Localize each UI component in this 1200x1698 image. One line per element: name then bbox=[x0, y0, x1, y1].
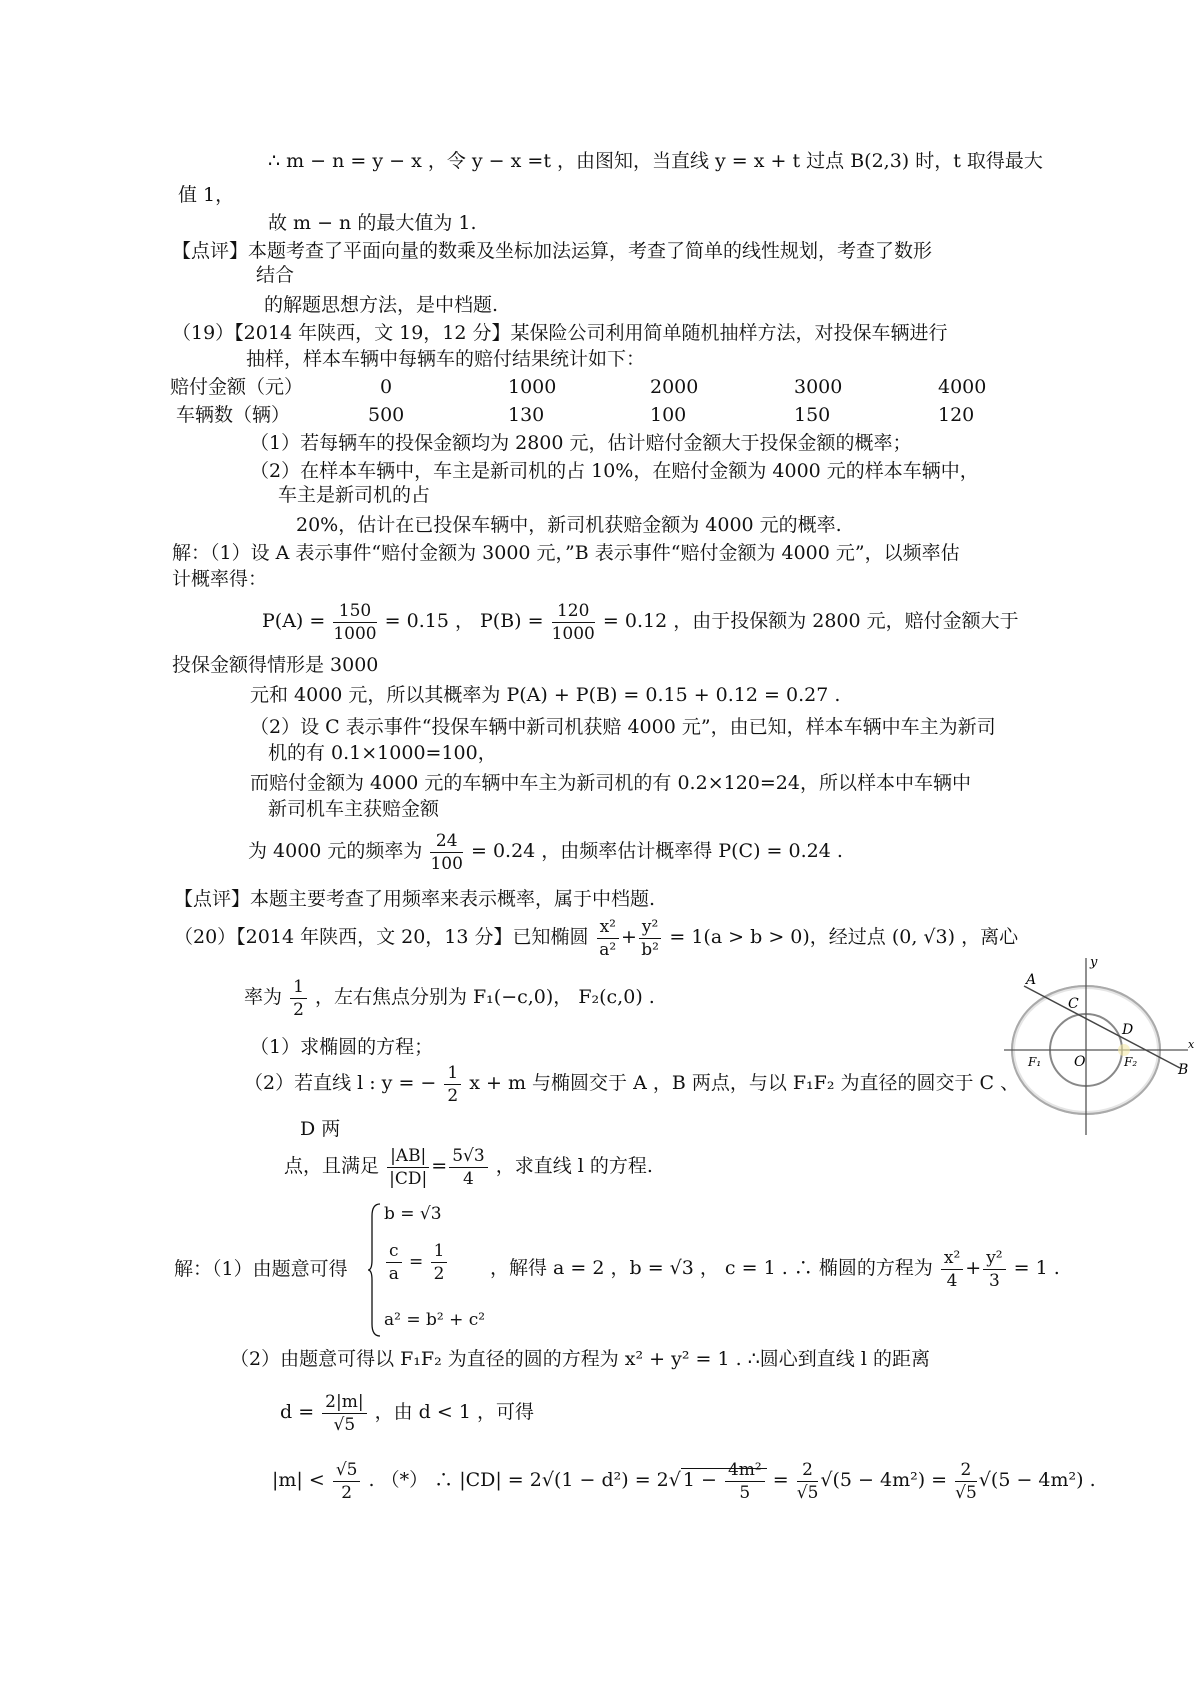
text-line: 抽样，样本车辆中每辆车的赔付结果统计如下： bbox=[246, 348, 646, 370]
text-line: 【点评】本题主要考查了用频率来表示概率，属于中档题. bbox=[174, 888, 656, 910]
fraction: $\frac{c}{a}$ bbox=[386, 1240, 402, 1285]
text-line: 解：（1）设 A 表示事件“赔付金额为 3000 元，”B 表示事件“赔付金额为 4000 元”，以频率估 bbox=[172, 542, 960, 564]
formula-part: ，左右焦点分别为 F₁(−c,0)， F₂(c,0) . bbox=[314, 986, 655, 1008]
table-cell: 500 bbox=[368, 404, 405, 426]
text-line: D 两 bbox=[300, 1118, 341, 1140]
fraction: $\frac{2}{√5}$ bbox=[796, 1459, 819, 1503]
system-row: a² = b² + c² bbox=[384, 1310, 486, 1330]
text-line: 解：（1）由题意可得 bbox=[174, 1258, 348, 1280]
fraction: $\frac{\text{x²}}{\text{a²}}$ bbox=[597, 916, 619, 961]
formula-part: = bbox=[772, 1469, 789, 1491]
radical: 1 − $\frac{\text{4m²}}{5}$ bbox=[681, 1468, 767, 1491]
label-B: B bbox=[1178, 1062, 1189, 1078]
formula-part: P(A) = bbox=[262, 610, 326, 632]
formula-part: ，解得 a = 2 ，b = √3 ， c = 1 . ∴ 椭圆的方程为 bbox=[490, 1257, 933, 1279]
text-line: 结合 bbox=[256, 264, 295, 286]
table-cell: 130 bbox=[508, 404, 545, 426]
fraction: $\frac{120}{1000}$ bbox=[551, 600, 595, 644]
formula-part: = 1(a > b > 0)，经过点 (0, √3) ，离心 bbox=[669, 926, 1019, 948]
text-line: 投保金额得情形是 3000 bbox=[172, 654, 379, 676]
fraction: $\frac{150}{1000}$ bbox=[333, 600, 377, 644]
table-row-label: 车辆数（辆） bbox=[176, 404, 291, 426]
question-20-header: （20）【2014 年陕西，文 20，13 分】已知椭圆 $\frac{\text{x²}}{\text{a²}}$ + $\frac{\text{y²}}{\text{b²}}$ = 1(a > b > 0)，经过点 (0, √3) ，离心 bbox=[174, 916, 1019, 960]
table-cell: 100 bbox=[650, 404, 687, 426]
formula-part: （20）【2014 年陕西，文 20，13 分】已知椭圆 bbox=[174, 926, 589, 948]
label-F1: F₁ bbox=[1028, 1055, 1042, 1069]
formula-line bbox=[248, 826, 843, 876]
formula-part: 率为 bbox=[244, 986, 283, 1008]
line-l bbox=[1024, 986, 1180, 1068]
formula-part: |m| < bbox=[272, 1469, 325, 1491]
fraction: $\frac{5√3}{4}$ bbox=[449, 1145, 487, 1190]
label-C: C bbox=[1068, 996, 1079, 1012]
formula-line bbox=[280, 1382, 534, 1442]
table-cell: 0 bbox=[380, 376, 393, 398]
text-line: 车主是新司机的占 bbox=[278, 484, 431, 506]
text-line: 计概率得： bbox=[172, 568, 268, 590]
formula-line bbox=[244, 1058, 1019, 1108]
formula-part: = 0.15 ， P(B) = bbox=[384, 610, 544, 632]
fraction: $\frac{1}{2}$ bbox=[290, 976, 307, 1021]
formula-part: ，由 d < 1 ，可得 bbox=[374, 1401, 534, 1423]
fraction: $\frac{1}{2}$ bbox=[431, 1240, 448, 1285]
table-cell: 2000 bbox=[650, 376, 699, 398]
system-row: $\frac{c}{a}$ = $\frac{1}{2}$ bbox=[384, 1240, 449, 1285]
question-19-header: （19）【2014 年陕西，文 19，12 分】某保险公司利用简单随机抽样方法，对投保车辆进行 bbox=[172, 322, 948, 344]
table-cell: 1000 bbox=[508, 376, 557, 398]
fraction: $\frac{24}{100}$ bbox=[430, 830, 463, 874]
table-cell: 3000 bbox=[794, 376, 843, 398]
ellipse-figure bbox=[1004, 950, 1194, 1140]
formula-part: √(5 − 4m²) . bbox=[978, 1469, 1096, 1491]
formula-line: 点，且满足 $\frac{|AB|}{|CD|}$ = $\frac{5√3}{4}$ ，求直线 l 的方程. bbox=[284, 1145, 653, 1189]
formula-line: ，解得 a = 2 ，b = √3 ， c = 1 . ∴ 椭圆的方程为 $\frac{\text{x²}}{4}$ + $\frac{\text{y²}}{3}$ = 1 . bbox=[490, 1247, 1060, 1291]
formula-part: ，求直线 l 的方程. bbox=[495, 1155, 653, 1177]
formula-part: 点，且满足 bbox=[284, 1155, 380, 1177]
text-line: 而赔付金额为 4000 元的车辆中车主为新司机的有 0.2×120=24，所以样本中车辆中 bbox=[250, 772, 971, 794]
formula-part: （2）若直线 l : y = − bbox=[244, 1072, 437, 1094]
text-line: 的解题思想方法，是中档题. bbox=[264, 294, 499, 316]
label-x: x bbox=[1188, 1038, 1194, 1051]
formula-line: |m| < $\frac{√5}{2}$ . （*） ∴ |CD| = 2√(1 − d²) = 2√ 1 − $\frac{\text{4m²}}{5}$ = $\frac{2}{√5}$ √(5 − 4m²) = $\frac{2}{√5}$ √(5 − 4m²) . bbox=[272, 1459, 1096, 1503]
label-O: O bbox=[1074, 1054, 1086, 1070]
formula-part: = 0.12 ，由于投保额为 2800 元，赔付金额大于 bbox=[602, 610, 1019, 632]
table-row-label: 赔付金额（元） bbox=[170, 376, 304, 398]
text-line: 故 m − n 的最大值为 1. bbox=[268, 212, 477, 234]
fraction: $\frac{2|m|}{√5}$ bbox=[322, 1391, 366, 1436]
text-line: 机的有 0.1×1000=100， bbox=[268, 742, 497, 764]
fraction: $\frac{\text{4m²}}{5}$ bbox=[725, 1459, 765, 1504]
text-line: 新司机车主获赔金额 bbox=[268, 798, 440, 820]
formula-part: √(5 − 4m²) = bbox=[820, 1469, 948, 1491]
fraction: $\frac{1}{2}$ bbox=[444, 1062, 461, 1107]
formula-part: x + m 与椭圆交于 A ，B 两点，与以 F₁F₂ 为直径的圆交于 C 、 bbox=[469, 1072, 1020, 1094]
fraction: $\frac{√5}{2}$ bbox=[333, 1459, 361, 1504]
label-D: D bbox=[1122, 1022, 1134, 1038]
text-line: （1）求椭圆的方程； bbox=[250, 1036, 434, 1058]
text-line: 20%，估计在已投保车辆中，新司机获赔金额为 4000 元的概率. bbox=[296, 514, 842, 536]
label-y: y bbox=[1090, 955, 1098, 970]
text-line: （2）设 C 表示事件“投保车辆中新司机获赔 4000 元”，由已知，样本车辆中车主为新司 bbox=[250, 716, 996, 738]
text-line: （2）在样本车辆中，车主是新司机的占 10%，在赔付金额为 4000 元的样本车辆中， bbox=[250, 460, 979, 482]
fraction: $\frac{|AB|}{|CD|}$ bbox=[387, 1145, 429, 1190]
text-line: ∴ m − n = y − x ，令 y − x =t ，由图知，当直线 y = x + t 过点 B(2,3) 时，t 取得最大 bbox=[268, 150, 1043, 172]
left-brace bbox=[368, 1202, 382, 1338]
formula-line bbox=[262, 596, 1019, 646]
formula-part: 为 4000 元的频率为 bbox=[248, 840, 423, 862]
text-line: （2）由题意可得以 F₁F₂ 为直径的圆的方程为 x² + y² = 1 . ∴圆心到直线 l 的距离 bbox=[230, 1348, 930, 1370]
system-row: b = √3 bbox=[384, 1204, 442, 1224]
text-line: （1）若每辆车的投保金额均为 2800 元，估计赔付金额大于投保金额的概率； bbox=[250, 432, 912, 454]
formula-line bbox=[244, 972, 655, 1022]
text-line: 元和 4000 元，所以其概率为 P(A) + P(B) = 0.15 + 0.12 = 0.27 . bbox=[250, 684, 841, 706]
text-line: 【点评】本题考查了平面向量的数乘及坐标加法运算，考查了简单的线性规划，考查了数形 bbox=[172, 240, 933, 262]
table-cell: 120 bbox=[938, 404, 975, 426]
fraction: $\frac{2}{√5}$ bbox=[955, 1459, 977, 1503]
label-F2: F₂ bbox=[1124, 1055, 1138, 1069]
text-line: 值 1， bbox=[178, 184, 235, 206]
formula-part: d = bbox=[280, 1401, 315, 1423]
formula-part: = 1 . bbox=[1013, 1257, 1060, 1279]
formula-part: . （*） ∴ |CD| = 2√(1 − d²) = 2 bbox=[368, 1469, 669, 1491]
label-A: A bbox=[1026, 972, 1037, 988]
table-cell: 4000 bbox=[938, 376, 987, 398]
fraction: $\frac{\text{x²}}{4}$ bbox=[941, 1247, 963, 1292]
table-cell: 150 bbox=[794, 404, 831, 426]
formula-part: = 0.24 ，由频率估计概率得 P(C) = 0.24 . bbox=[470, 840, 843, 862]
fraction: $\frac{\text{y²}}{3}$ bbox=[983, 1247, 1005, 1292]
fraction: $\frac{\text{y²}}{\text{b²}}$ bbox=[639, 916, 661, 961]
